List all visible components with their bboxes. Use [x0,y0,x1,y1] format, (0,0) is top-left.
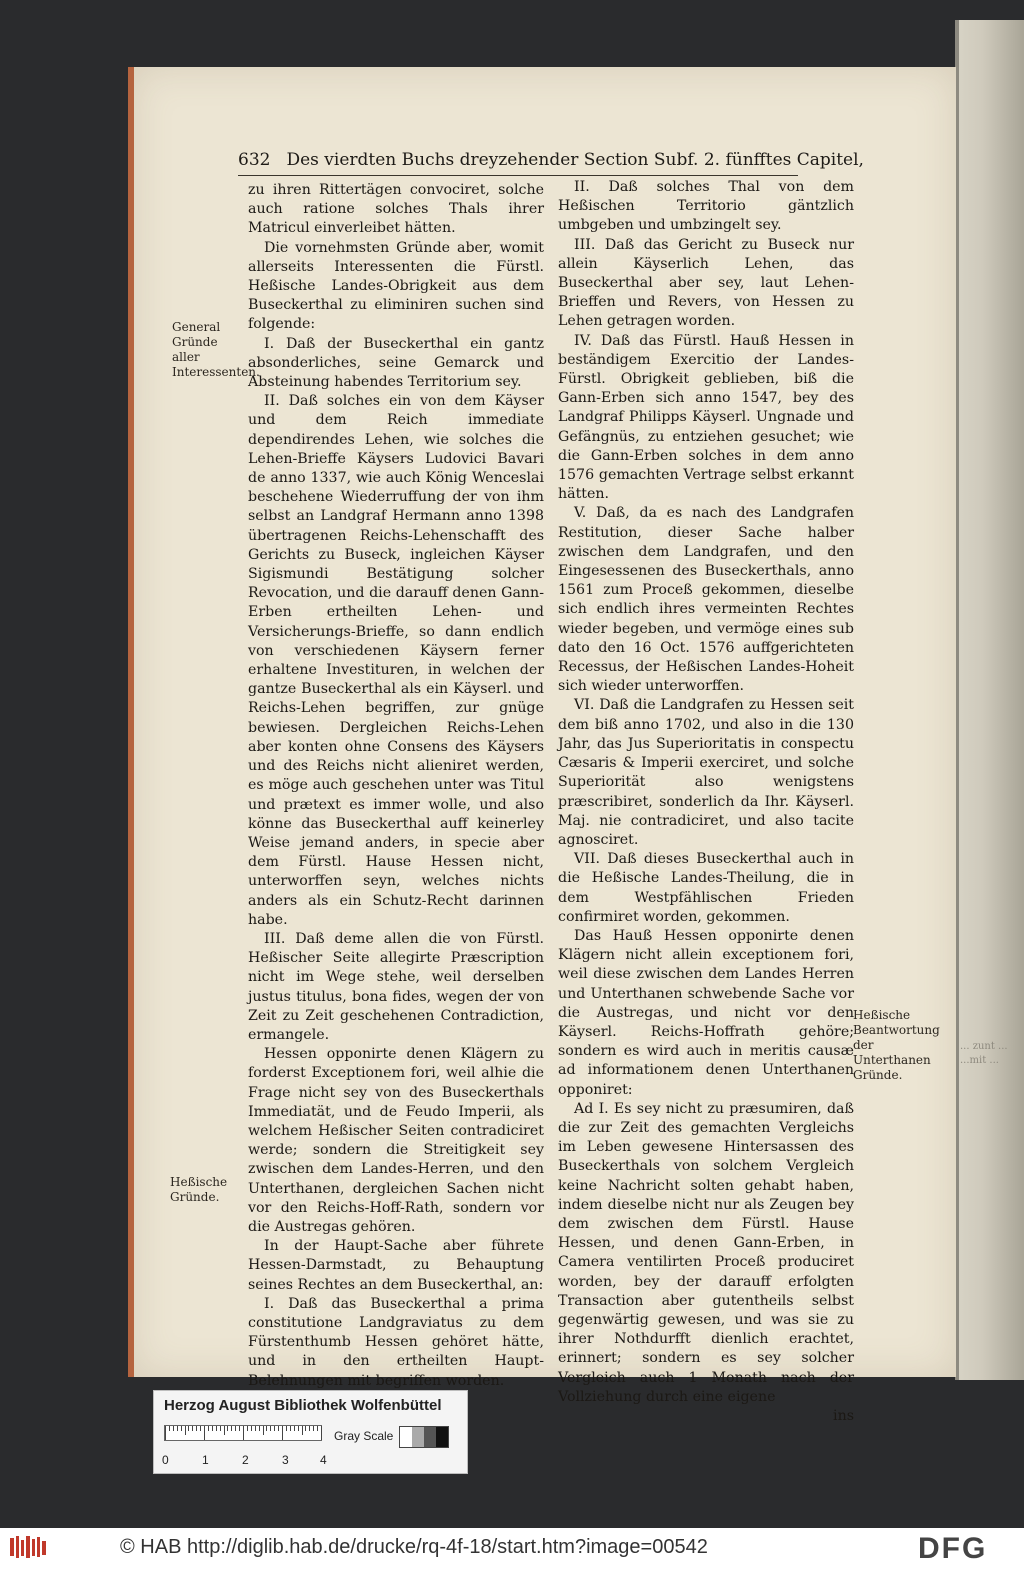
left-column [248,181,544,1391]
ruler-tick [165,1426,166,1440]
ruler-tick [317,1426,318,1431]
paragraph: zu ihren Rittertägen convociret, solche auch ratione solches Thals ihrer Matricul einverleibet hätten. [248,182,544,237]
catchword: ins [833,1408,854,1424]
page-number: 632 [238,150,271,170]
running-header [238,150,864,170]
page-edge [128,67,134,1377]
ruler-number: 0 [162,1453,169,1467]
hab-logo-icon [10,1536,48,1558]
ruler-tick [294,1426,295,1431]
ruler-tick [270,1426,271,1431]
ruler-number: 1 [202,1453,209,1467]
paragraph: V. Daß, da es nach des Landgrafen Restitution, dieser Sache halber zwischen dem Landgrafen, und den Eingesessenen des Buseckerthals, anno 1561 zum Proceß gekommen, dieselbe sich endlich ihres vermeinten Rechtes wieder begeben, und vermöge eines sub dato den 16 Oct. 1576 auffgerichteten Recessus, der Heßischen Landes-Hoheit sich wieder unterworffen. [558,505,854,695]
ruler-tick [274,1426,275,1431]
ruler-tick [192,1426,193,1431]
ruler-tick [208,1426,209,1431]
ruler-tick [227,1426,228,1431]
ruler-tick [239,1426,240,1431]
ruler-tick [305,1426,306,1431]
ruler-tick [173,1426,174,1431]
ruler-tick [278,1426,279,1431]
ruler-tick [224,1426,225,1435]
ruler-tick [200,1426,201,1431]
margin-note-beantwortung: Heßische Beantwortung der Unterthanen Gründe. [853,1008,940,1082]
paragraph: VI. Daß die Landgrafen zu Hessen seit dem biß anno 1702, und also in die 130 Jahr, das Jus Superioritatis in conspectu Cæsaris & Imperii exerciret, und solche Superiorität also wenigstens præscribiret, sonderlich da Ihr. Käyserl. Maj. nie contradiciret, und also tacite agnosciret. [558,697,854,848]
facing-page-text: ... zunt ... ...mit ... [960,1041,1008,1066]
ruler-tick [263,1426,264,1435]
ruler-tick [282,1426,283,1440]
ruler-tick [185,1426,186,1435]
paragraph: In der Haupt-Sache aber führete Hessen-Darmstadt, zu Behauptung seines Rechtes an dem Buseckerthal, an: [248,1238,544,1293]
ruler-number: 4 [320,1453,327,1467]
institution-name: Herzog August Bibliothek Wolfenbüttel [164,1397,442,1414]
paragraph: II. Daß solches ein von dem Käyser und dem Reich immediate dependirendes Lehen, wie solches die Lehen-Brieffe Käysers Ludovici Bavari de anno 1337, wie auch König Wenceslai beschehene Wiederruffung der von ihm selbst an Landgraf Hermann anno 1398 übertragenen Reichs-Lehenschafft des Gerichts zu Buseck, ingleichen Käyser Sigismundi Bestätigung solcher Revocation, und die darauff denen Gann-Erben ertheilten Lehen- und Versicherungs-Brieffe, so dann endlich von verschiedenen Käysern ferner erhaltene Investituren, in welchen der gantze Buseckerthal als ein Käyserl. und Reichs-Lehen begriffen, zur gnüge bewiesen. Dergleichen Reichs-Lehen aber konten ohne Consens des Käysers und des Reichs nicht alieniret werden, es möge auch geschehen unter was Titul und prætext es immer wolle, und also könne das Buseckerthal auff keinerley Weise jemand anders, in specie aber dem Fürstl. Hause Hessen nicht, unterworffen seyn, welches nichts anders als ein Schutz-Recht darinnen habe. [248,393,544,928]
paragraph: III. Daß das Gericht zu Buseck nur allein Käyserlich Lehen, das Buseckerthal aber sey, laut Lehen-Brieffen und Revers, von Hessen zu Lehen getragen worden. [558,236,854,330]
right-column [558,178,854,1426]
paragraph: Hessen opponirte denen Klägern zu forderst Exceptionem fori, weil alhie die Frage nicht sey von des Buseckerthals Immediatät, und de Feudo Imperii, als welchem Heßischer Seiten contradiciret werde; sondern die Streitigkeit sey zwischen dem Landes-Herren, und den Unterthanen, dergleichen Sachen nicht vor den Reichs-Hoff-Rath, sondern vor die Austregas gehören. [248,1046,544,1235]
ruler-tick [259,1426,260,1431]
ruler-tick [243,1426,244,1440]
ruler-number: 2 [242,1453,249,1467]
margin-note-hessische: Heßische Gründe. [170,1175,228,1204]
ruler-tick [290,1426,291,1431]
ruler-tick [188,1426,189,1431]
paragraph: II. Daß solches Thal von dem Heßischen Territorio gäntzlich umbgeben und umbzingelt sey. [558,179,854,234]
ruler-tick [181,1426,182,1431]
ruler-tick [204,1426,205,1440]
paragraph: VII. Daß dieses Buseckerthal auch in die Heßische Landes-Theilung, die in dem Westpfählischen Frieden confirmiret worden, gekommen. [558,851,854,925]
paragraph: IV. Daß das Fürstl. Hauß Hessen in beständigem Exercitio der Landes-Fürstl. Obrigkeit geblieben, biß die Gann-Erben sich anno 1547, bey des Landgraf Philipps Käyserl. Ungnade und Gefängnüs, zu entziehen gesuchet; wie die Gann-Erben solches in dem anno 1576 gemachten Vertrage selbst erkannt hätten. [558,332,854,503]
gray-scale-swatch [399,1426,449,1448]
ruler-tick [302,1426,303,1435]
ruler-tick [266,1426,267,1431]
ruler-tick [255,1426,256,1431]
ruler-tick [169,1426,170,1431]
paragraph: I. Daß das Buseckerthal a prima constitutione Landgraviatus zu dem Fürstenthumb Hessen gehöret hätte, und in den ertheilten Haupt-Belehnungen mit begriffen worden. [248,1295,544,1389]
footer-bar [0,1528,1024,1588]
ruler-tick [286,1426,287,1431]
ruler-tick [309,1426,310,1431]
ruler-tick [321,1426,322,1440]
header-rule [238,175,798,176]
margin-note-general: General Gründe aller Interessenten. [172,320,260,379]
facing-page [955,20,1024,1380]
running-title: Des vierdten Buchs dreyzehender Section Subf. 2. fünfftes Capitel, [286,150,864,170]
dfg-logo: DFG [918,1532,988,1565]
ruler-tick [212,1426,213,1431]
ruler-tick [235,1426,236,1431]
ruler-tick [247,1426,248,1431]
ruler-tick [216,1426,217,1431]
paragraph: I. Daß der Buseckerthal ein gantz absonderliches, seine Gemarck und Absteinung habendes Territorium sey. [248,335,544,391]
ruler-tick [251,1426,252,1431]
ruler-tick [196,1426,197,1431]
ruler-tick [220,1426,221,1431]
ruler-number: 3 [282,1453,289,1467]
ruler-tick [313,1426,314,1431]
ruler [164,1425,322,1441]
ruler-tick [177,1426,178,1431]
color-scale-card [153,1390,468,1474]
paragraph: Das Hauß Hessen opponirte denen Klägern nicht allein exceptionem fori, weil diese zwischen dem Landes Herren und Unterthanen schwebende Sache vor die Austregas, und nicht vor den Käyserl. Reichs-Hoffrath gehöre; sondern es wird auch in meritis causæ ad informationem denen Unterthanen opponiret: [558,927,854,1098]
gray-scale-label: Gray Scale [334,1429,394,1443]
ruler-tick [298,1426,299,1431]
paragraph: Ad I. Es sey nicht zu præsumiren, daß die zur Zeit des gemachten Vergleichs im Leben gewesene Hintersassen des Buseckerthals von solchem Vergleich keine Nachricht solten gehabt haben, indem dieselbe nicht nur als Zeugen bey dem zwischen dem Fürstl. Hause Hessen, und denen Gann-Erben, in Camera ventilirten Proceß produciret worden, bey der darauff erfolgten Transaction aber gutentheils selbst gegenwärtig gewesen, und was sie zu ihrer Nothdurfft dienlich erachtet, erinnert; sondern es sey solcher Vergleich auch 1 Monath nach der Vollziehung durch eine eigene [558,1100,854,1405]
paragraph: Die vornehmsten Gründe aber, womit allerseits Interessenten die Fürstl. Heßische Landes-Obrigkeit aus dem Buseckerthal zu eliminiren suchen sind folgende: [248,239,544,333]
paragraph: III. Daß deme allen die von Fürstl. Heßischer Seite allegirte Præscription nicht im Wege stehe, weil derselben justus titulus, bona fides, wegen der von Zeit zu Zeit geschehenen Contradiction, ermangele. [248,930,544,1043]
ruler-tick [231,1426,232,1431]
source-link[interactable]: © HAB http://diglib.hab.de/drucke/rq-4f-18/start.htm?image=00542 [120,1536,708,1558]
